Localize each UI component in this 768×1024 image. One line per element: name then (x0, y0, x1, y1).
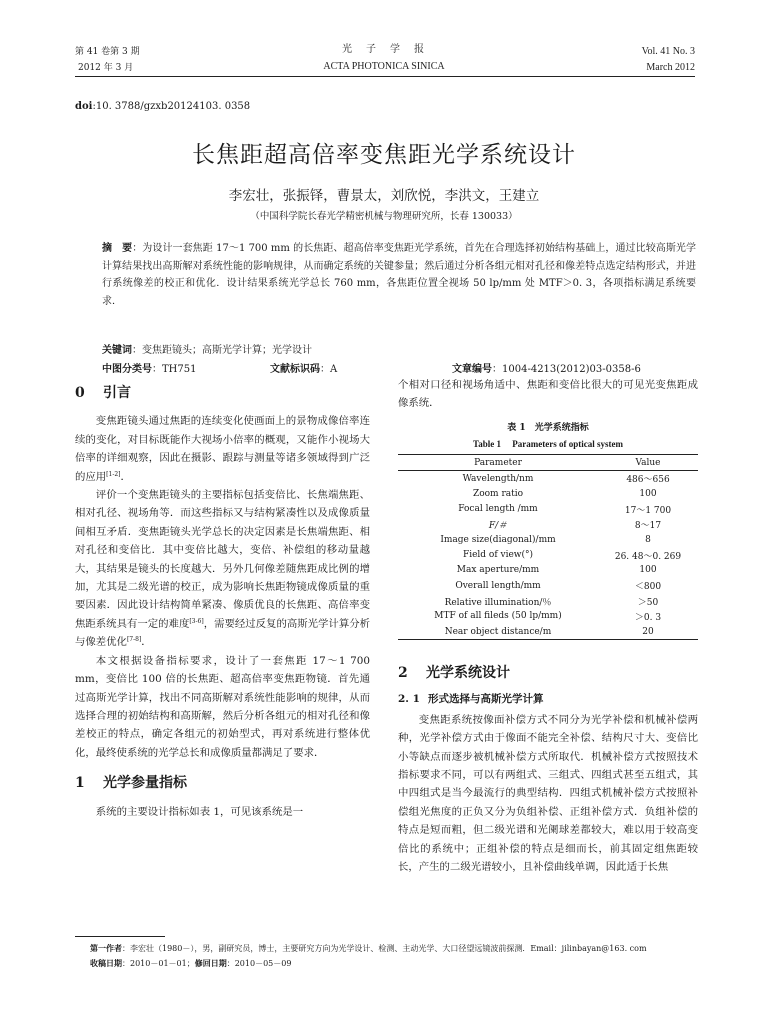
table-cell: ＜800 (634, 582, 662, 593)
paragraph: 个相对口径和视场角适中、焦距和变倍比很大的可见光变焦距成像系统． (398, 379, 698, 410)
footnote-rule (75, 936, 165, 937)
article-number (452, 360, 641, 375)
table-row (398, 532, 698, 547)
table-cell: Relative illumination/％ (444, 597, 552, 608)
table-row (398, 609, 698, 624)
table-cell: Field of view(°) (462, 550, 534, 561)
section-number: 0 (75, 385, 85, 401)
paragraph: 变焦距系统按像面补偿方式不同分为光学补偿和机械补偿两种，光学补偿方式由于像面不能完全补偿、结构尺寸大、变倍比小等缺点而逐步被机械补偿方式所取代．机械补偿方式按照技术指标要求不同，可以有两组式、三组式、四组式甚至五组式，其中四组式是当今最流行的典型结构．四组式机械补偿方式按照补偿组光焦度的正负又分为负组补偿、正组补偿方式．负组补偿的特点是短而粗，但二级光谱和光阑球差都较大，难以用于较高变倍比的系统中；正组补偿的特点是细而长，前其固定组焦距较长，产生的二级光谱较小，且补偿曲线单调，因此适于长焦 (398, 713, 698, 874)
received-dates (90, 957, 291, 970)
abstract-label: 摘 要 (102, 243, 133, 254)
table-cell: Max aperture/mm (456, 565, 540, 576)
doi-line (75, 101, 250, 112)
table-row (398, 547, 698, 562)
section-0-heading (75, 384, 370, 402)
article-no-text: ：1004-4213(2012)03-0358-6 (492, 364, 641, 375)
table-header-row (398, 455, 698, 471)
clc-label: 中图分类号 (102, 364, 152, 375)
keywords-text: ：变焦距镜头；高斯光学计算；光学设计 (132, 345, 312, 356)
header-volume: 第 41 卷第 3 期 (75, 47, 140, 57)
doc-code-text: ：A (320, 364, 338, 375)
section-title: 光学系统设计 (426, 665, 510, 681)
author-footnote (90, 942, 700, 955)
column-header: Parameter (398, 455, 598, 471)
section-number: 1 (75, 775, 85, 792)
table-row (398, 502, 698, 517)
table-cell: 8～17 (634, 521, 662, 532)
table-cell: 17～1 700 (624, 505, 672, 516)
citation: [7-8] (126, 636, 142, 644)
affiliation: （中国科学院长春光学精密机械与物理研究所，长春 130033） (250, 211, 518, 222)
footnote-text: ：李宏壮（1980－），男，副研究员，博士，主要研究方向为光学设计、检测、主动光学、大口径望远镜波前探测．Email：jilinbayan@163. com (122, 944, 647, 953)
document-code (270, 360, 337, 375)
paragraph (75, 486, 370, 652)
received-label: 收稿日期 (90, 958, 122, 968)
header-date: 2012 年 3 月 (78, 63, 134, 73)
journal-name-en: ACTA PHOTONICA SINICA (323, 61, 445, 72)
table-cell: Wavelength/nm (462, 473, 534, 484)
article-no-label: 文章编号 (452, 364, 492, 375)
paragraph-end: ． (120, 470, 131, 483)
paragraph-text: 评价一个变焦距镜头的主要指标包括变倍比、长焦端焦距、相对孔径、视场角等．而这些指标又与结构紧凑性以及成像质量间相互矛盾．变焦距镜头光学总长的决定因素是长焦端焦距、相对孔径和变倍比．其中变倍比越大，变倍、补偿组的移动量越大，其结果是镜头的长度越大．另外几何像差随焦距成比例的增加，尤其是二级光谱的校正，成为影响长焦距物镜成像质量的重要因素．因此设计结构简单紧凑、像质优良的长焦距、高倍率变焦距系统具有一定的难度 (75, 489, 370, 630)
parameters-table (398, 454, 698, 640)
citation: [3-6] (189, 617, 204, 625)
subsection-number: 2. 1 (398, 693, 420, 706)
section-2-heading (398, 664, 698, 682)
header-date-en: March 2012 (646, 62, 695, 73)
table-cell: Focal length /mm (458, 504, 538, 515)
table-cell: 486～656 (626, 475, 670, 486)
doi-label: doi (75, 101, 93, 112)
table-row (398, 624, 698, 640)
table-row (398, 563, 698, 578)
table-cell: 26. 48～0. 269 (614, 551, 682, 562)
citation: [1-2] (106, 470, 121, 478)
paper-title: 长焦距超高倍率变焦距光学系统设计 (192, 142, 576, 168)
paragraph-text: ，需要经过反复的高斯光学计算分析与像差优化 (75, 617, 371, 649)
section-title: 引言 (103, 385, 131, 401)
header-vol-en: Vol. 41 No. 3 (641, 46, 695, 57)
table-cell: ＞0. 3 (634, 612, 662, 623)
revised-text: ：2010－05－09 (226, 959, 292, 968)
section-number: 2 (398, 665, 408, 681)
doi-value: :10. 3788/gzxb20124103. 0358 (92, 101, 251, 112)
doc-code-label: 文献标识码 (270, 364, 320, 375)
table-row (398, 486, 698, 501)
header-rule (75, 76, 695, 77)
section-title: 光学参量指标 (103, 775, 187, 792)
table-cell: Image size(diagonal)/mm (440, 534, 556, 545)
author-list: 李宏壮，张振铎，曹景太，刘欣悦，李洪文，王建立 (228, 188, 540, 204)
paragraph: 本文根据设备指标要求，设计了一套焦距 17～1 700 mm，变倍比 100 倍的长焦距、超高倍率变焦距物镜．首先通过高斯光学计算，找出不同高斯解对系统性能影响的规律，从而选择合理的初始结构和高斯解，然后分析各组元的相对孔径和像差校正的特点，确定各组元的初始型式，再对系统进行整体优化，最终使系统的光学总长和成像质量都满足了要求． (75, 654, 370, 759)
right-column-bottom (398, 664, 698, 876)
table-cell: 100 (639, 488, 657, 499)
journal-name-zh: 光 子 学 报 (342, 44, 426, 55)
table-row (398, 517, 698, 532)
column-header: Value (598, 455, 698, 471)
table-cell: 20 (598, 624, 698, 640)
section-1-heading (75, 774, 370, 792)
paragraph-text: 变焦距镜头通过焦距的连续变化使画面上的景物成像倍率连续的变化，对目标既能作大视场小倍率的概观，又能作小视场大倍率的详细观察，因此在摄影、跟踪与测量等诸多领域得到广泛的应用 (75, 415, 370, 483)
paragraph-end: ． (141, 636, 152, 649)
revised-label: 修回日期 (194, 958, 227, 968)
table-cell: MTF of all fileds (50 lp/mm) (434, 611, 562, 622)
clc-text: ：TH751 (152, 364, 197, 375)
abstract (102, 240, 696, 310)
paragraph (75, 412, 370, 486)
table-row (398, 578, 698, 593)
footnote-label: 第一作者 (90, 943, 122, 953)
clc-number (102, 360, 196, 375)
abstract-text: ：为设计一套焦距 17～1 700 mm 的长焦距、超高倍率变焦距光学系统，首先在合理选择初始结构基础上，通过比较高斯光学计算结果找出高斯解对系统性能的影响规律，从而确定系统的关键参量；然后通过分析各组元相对孔径和像差特点选定结构形式，并进行系统像差的校正和优化．设计结果系统光学总长 760 mm，各焦距位置全视场 50 lp/mm 处 MTF＞0. 3，各项指标满足系统要求． (102, 243, 697, 307)
table-cell: Near object distance/m (398, 624, 598, 640)
table-cell: F/＃ (488, 521, 508, 532)
table-cell: Zoom ratio (472, 488, 524, 499)
subsection-title: 形式选择与高斯光学计算 (428, 693, 544, 706)
table-row (398, 593, 698, 608)
paragraph: 系统的主要设计指标如表 1，可见该系统是一 (95, 805, 304, 818)
table-caption-en: Table 1 Parameters of optical system (473, 439, 623, 449)
left-column (75, 384, 370, 821)
subsection-2-1-heading (398, 690, 698, 708)
table-row (398, 471, 698, 487)
table-cell: Overall length/mm (455, 580, 541, 591)
received-text: ：2010－01－01； (122, 959, 195, 968)
right-column-top (398, 376, 698, 413)
table-cell: ＞50 (637, 597, 659, 608)
table-caption-zh: 表 1 光学系统指标 (507, 423, 589, 433)
table-cell: 8 (645, 534, 651, 545)
keywords (102, 341, 312, 356)
keywords-label: 关键词 (102, 345, 132, 356)
table-cell: 100 (639, 565, 657, 576)
